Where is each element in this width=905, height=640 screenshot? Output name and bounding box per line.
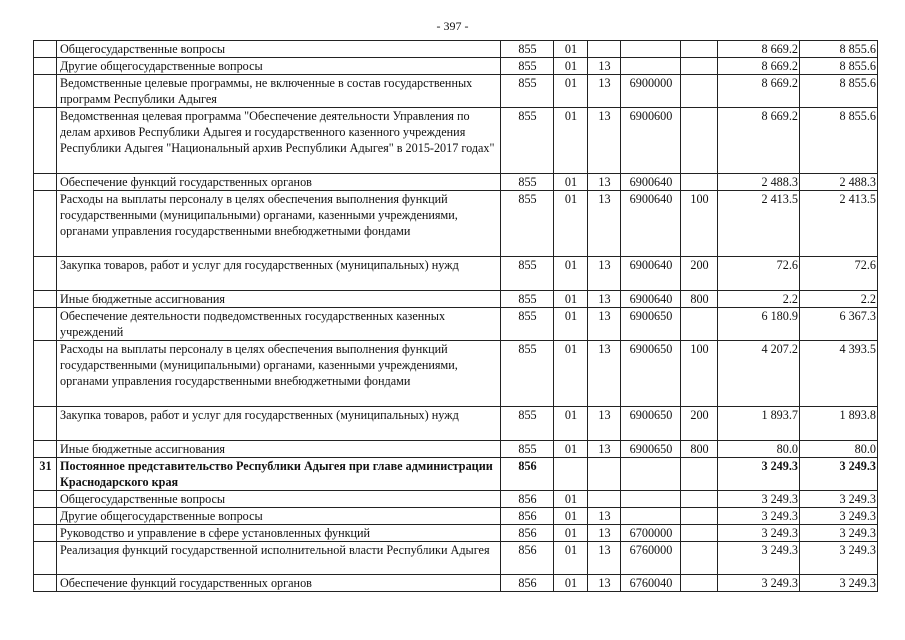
table-row — [34, 341, 878, 407]
table-row — [34, 257, 878, 291]
amount-year-1: 3 249.3 — [718, 491, 800, 508]
page-number: - 397 - — [436, 19, 469, 33]
ministry-code: 856 — [501, 458, 554, 491]
ministry-code: 855 — [501, 174, 554, 191]
amount-year-1: 8 669.2 — [718, 108, 800, 174]
amount-year-2: 8 855.6 — [800, 58, 878, 75]
expense-type-code — [681, 491, 718, 508]
subsection-code — [588, 41, 621, 58]
item-name: Руководство и управление в сфере установленных функций — [57, 525, 501, 542]
item-name: Обеспечение функций государственных органов — [57, 575, 501, 592]
item-name: Обеспечение деятельности подведомственных государственных казенных учреждений — [57, 308, 501, 341]
ministry-code: 856 — [501, 575, 554, 592]
target-article-code — [621, 41, 681, 58]
amount-year-2: 3 249.3 — [800, 542, 878, 575]
target-article-code: 6900640 — [621, 174, 681, 191]
row-number — [34, 508, 57, 525]
subsection-code: 13 — [588, 341, 621, 407]
ministry-code: 855 — [501, 291, 554, 308]
table-row — [34, 191, 878, 257]
amount-year-2: 80.0 — [800, 441, 878, 458]
amount-year-2: 2 488.3 — [800, 174, 878, 191]
amount-year-2: 8 855.6 — [800, 75, 878, 108]
table-row — [34, 108, 878, 174]
section-code: 01 — [554, 174, 588, 191]
subsection-code: 13 — [588, 257, 621, 291]
item-name: Иные бюджетные ассигнования — [57, 291, 501, 308]
target-article-code: 6900650 — [621, 308, 681, 341]
subsection-code: 13 — [588, 58, 621, 75]
amount-year-2: 3 249.3 — [800, 525, 878, 542]
ministry-code: 855 — [501, 191, 554, 257]
amount-year-2: 4 393.5 — [800, 341, 878, 407]
subsection-code: 13 — [588, 441, 621, 458]
target-article-code: 6700000 — [621, 525, 681, 542]
subsection-code — [588, 458, 621, 491]
amount-year-2: 72.6 — [800, 257, 878, 291]
expense-type-code — [681, 174, 718, 191]
amount-year-1: 3 249.3 — [718, 458, 800, 491]
expense-type-code: 200 — [681, 257, 718, 291]
ministry-code: 855 — [501, 108, 554, 174]
amount-year-1: 3 249.3 — [718, 542, 800, 575]
ministry-code: 856 — [501, 525, 554, 542]
target-article-code: 6900640 — [621, 291, 681, 308]
target-article-code — [621, 58, 681, 75]
item-name: Расходы на выплаты персоналу в целях обеспечения выполнения функций государственными (муниципальными) органами, казенными учреждениями, органами управления государственными внебюджетными фондами — [57, 341, 501, 407]
row-number — [34, 58, 57, 75]
section-code: 01 — [554, 308, 588, 341]
item-name: Общегосударственные вопросы — [57, 491, 501, 508]
amount-year-2: 3 249.3 — [800, 491, 878, 508]
target-article-code — [621, 508, 681, 525]
amount-year-2: 3 249.3 — [800, 458, 878, 491]
section-code: 01 — [554, 257, 588, 291]
table-row — [34, 41, 878, 58]
row-number — [34, 407, 57, 441]
item-name: Расходы на выплаты персоналу в целях обеспечения выполнения функций государственными (муниципальными) органами, казенными учреждениями, органами управления государственными внебюджетными фондами — [57, 191, 501, 257]
section-code: 01 — [554, 525, 588, 542]
amount-year-1: 3 249.3 — [718, 508, 800, 525]
amount-year-1: 8 669.2 — [718, 58, 800, 75]
target-article-code — [621, 491, 681, 508]
subsection-code: 13 — [588, 108, 621, 174]
amount-year-1: 2 413.5 — [718, 191, 800, 257]
amount-year-1: 80.0 — [718, 441, 800, 458]
expense-type-code: 200 — [681, 407, 718, 441]
expense-type-code — [681, 41, 718, 58]
section-code: 01 — [554, 508, 588, 525]
ministry-code: 856 — [501, 491, 554, 508]
section-code: 01 — [554, 191, 588, 257]
section-code: 01 — [554, 75, 588, 108]
expense-type-code — [681, 108, 718, 174]
ministry-code: 856 — [501, 508, 554, 525]
expense-type-code — [681, 458, 718, 491]
row-number — [34, 108, 57, 174]
item-name: Реализация функций государственной исполнительной власти Республики Адыгея — [57, 542, 501, 575]
item-name: Обеспечение функций государственных органов — [57, 174, 501, 191]
ministry-code: 856 — [501, 542, 554, 575]
section-code: 01 — [554, 575, 588, 592]
expense-type-code — [681, 542, 718, 575]
target-article-code: 6900640 — [621, 257, 681, 291]
item-name: Другие общегосударственные вопросы — [57, 508, 501, 525]
target-article-code: 6760000 — [621, 542, 681, 575]
section-code: 01 — [554, 291, 588, 308]
table-row — [34, 75, 878, 108]
expense-type-code — [681, 525, 718, 542]
item-name: Другие общегосударственные вопросы — [57, 58, 501, 75]
ministry-code: 855 — [501, 75, 554, 108]
row-number — [34, 491, 57, 508]
expense-type-code — [681, 508, 718, 525]
section-code: 01 — [554, 542, 588, 575]
target-article-code: 6900000 — [621, 75, 681, 108]
table-row — [34, 508, 878, 525]
subsection-code: 13 — [588, 525, 621, 542]
expense-type-code — [681, 308, 718, 341]
item-name: Постоянное представительство Республики Адыгея при главе администрации Краснодарского края — [57, 458, 501, 491]
table-row — [34, 441, 878, 458]
ministry-code: 855 — [501, 58, 554, 75]
amount-year-1: 72.6 — [718, 257, 800, 291]
table-row — [34, 174, 878, 191]
expense-type-code — [681, 75, 718, 108]
ministry-code: 855 — [501, 257, 554, 291]
row-number — [34, 191, 57, 257]
ministry-code: 855 — [501, 441, 554, 458]
item-name: Иные бюджетные ассигнования — [57, 441, 501, 458]
item-name: Ведомственная целевая программа "Обеспечение деятельности Управления по делам архивов Республики Адыгея и государственного казенного учреждения Республики Адыгея "Национальный архив Республики Адыгея" в 2015-2017 годах" — [57, 108, 501, 174]
amount-year-1: 3 249.3 — [718, 525, 800, 542]
section-code — [554, 458, 588, 491]
section-code: 01 — [554, 491, 588, 508]
item-name: Ведомственные целевые программы, не включенные в состав государственных программ Республики Адыгея — [57, 75, 501, 108]
table-row — [34, 58, 878, 75]
subsection-code: 13 — [588, 542, 621, 575]
row-number — [34, 341, 57, 407]
row-number — [34, 291, 57, 308]
expense-type-code: 100 — [681, 191, 718, 257]
subsection-code: 13 — [588, 174, 621, 191]
row-number — [34, 174, 57, 191]
item-name: Закупка товаров, работ и услуг для государственных (муниципальных) нужд — [57, 407, 501, 441]
table-row — [34, 575, 878, 592]
target-article-code: 6900650 — [621, 441, 681, 458]
budget-table — [33, 40, 878, 592]
table-row — [34, 491, 878, 508]
target-article-code — [621, 458, 681, 491]
row-number — [34, 41, 57, 58]
target-article-code: 6760040 — [621, 575, 681, 592]
subsection-code: 13 — [588, 75, 621, 108]
subsection-code: 13 — [588, 407, 621, 441]
section-code: 01 — [554, 407, 588, 441]
section-code: 01 — [554, 341, 588, 407]
row-number — [34, 575, 57, 592]
subsection-code: 13 — [588, 291, 621, 308]
expense-type-code — [681, 58, 718, 75]
amount-year-1: 4 207.2 — [718, 341, 800, 407]
amount-year-2: 2.2 — [800, 291, 878, 308]
ministry-code: 855 — [501, 341, 554, 407]
table-row — [34, 458, 878, 491]
subsection-code: 13 — [588, 308, 621, 341]
section-code: 01 — [554, 58, 588, 75]
ministry-code: 855 — [501, 308, 554, 341]
table-row — [34, 542, 878, 575]
row-number — [34, 75, 57, 108]
amount-year-2: 8 855.6 — [800, 108, 878, 174]
item-name: Закупка товаров, работ и услуг для государственных (муниципальных) нужд — [57, 257, 501, 291]
target-article-code: 6900650 — [621, 341, 681, 407]
section-code: 01 — [554, 441, 588, 458]
row-number: 31 — [34, 458, 57, 491]
row-number — [34, 257, 57, 291]
table-row — [34, 525, 878, 542]
table-row — [34, 407, 878, 441]
target-article-code: 6900640 — [621, 191, 681, 257]
subsection-code — [588, 491, 621, 508]
amount-year-2: 3 249.3 — [800, 508, 878, 525]
subsection-code: 13 — [588, 575, 621, 592]
amount-year-1: 1 893.7 — [718, 407, 800, 441]
amount-year-2: 1 893.8 — [800, 407, 878, 441]
expense-type-code: 800 — [681, 291, 718, 308]
item-name: Общегосударственные вопросы — [57, 41, 501, 58]
amount-year-2: 3 249.3 — [800, 575, 878, 592]
row-number — [34, 542, 57, 575]
amount-year-2: 6 367.3 — [800, 308, 878, 341]
subsection-code: 13 — [588, 191, 621, 257]
table-row — [34, 291, 878, 308]
expense-type-code: 800 — [681, 441, 718, 458]
amount-year-2: 8 855.6 — [800, 41, 878, 58]
section-code: 01 — [554, 108, 588, 174]
subsection-code: 13 — [588, 508, 621, 525]
table-row — [34, 308, 878, 341]
ministry-code: 855 — [501, 41, 554, 58]
amount-year-1: 2.2 — [718, 291, 800, 308]
amount-year-2: 2 413.5 — [800, 191, 878, 257]
target-article-code: 6900650 — [621, 407, 681, 441]
expense-type-code — [681, 575, 718, 592]
expense-type-code: 100 — [681, 341, 718, 407]
row-number — [34, 308, 57, 341]
amount-year-1: 2 488.3 — [718, 174, 800, 191]
ministry-code: 855 — [501, 407, 554, 441]
row-number — [34, 525, 57, 542]
target-article-code: 6900600 — [621, 108, 681, 174]
amount-year-1: 8 669.2 — [718, 41, 800, 58]
amount-year-1: 8 669.2 — [718, 75, 800, 108]
amount-year-1: 6 180.9 — [718, 308, 800, 341]
section-code: 01 — [554, 41, 588, 58]
row-number — [34, 441, 57, 458]
amount-year-1: 3 249.3 — [718, 575, 800, 592]
